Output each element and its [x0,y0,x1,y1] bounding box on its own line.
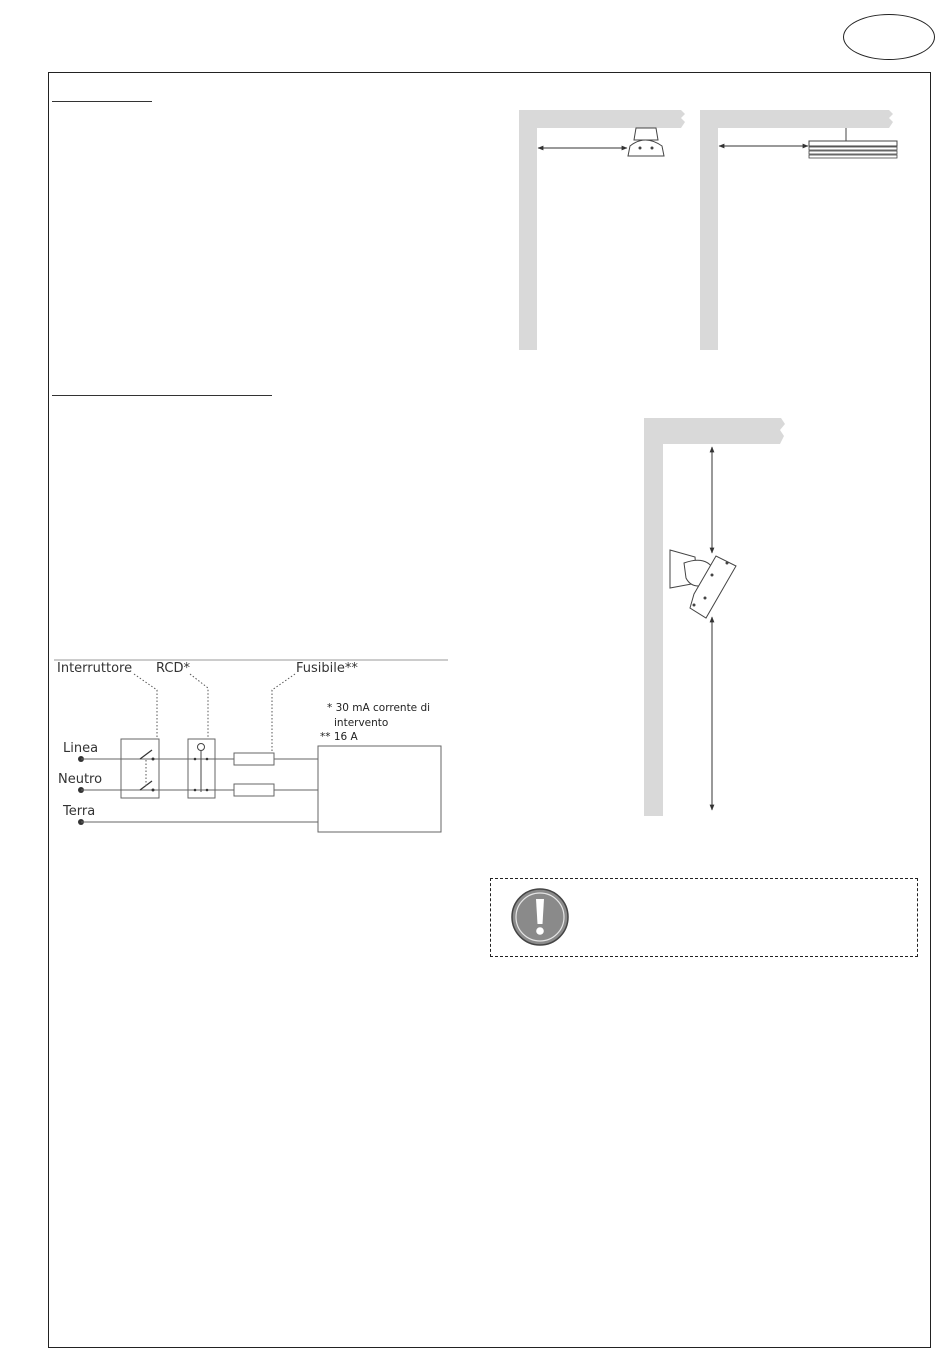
label-interruttore: Interruttore [57,661,133,676]
linear-heater-icon [809,141,897,158]
label-linea: Linea [63,741,99,756]
label-rcd: RCD* [156,661,190,676]
exclamation-warning-icon [509,886,571,948]
note-rcd-line1: * 30 mA corrente di [327,702,431,714]
wiring-diagram [54,660,448,832]
fuse-symbol-2 [234,784,274,796]
ceiling-mount-diagram-spot [519,110,685,350]
label-neutro: Neutro [58,772,103,787]
wall-mount-diagram [644,418,785,816]
note-fuse: ** 16 A [320,731,358,743]
fuse-symbol-1 [234,753,274,765]
wall-heater-icon [670,550,736,618]
ceiling-mount-diagram-linear [700,110,897,350]
ceiling-heater-icon [628,128,664,156]
warning-notice-box [490,878,918,957]
appliance-box [318,746,441,832]
label-fusibile: Fusibile** [296,661,358,676]
note-rcd-line2: intervento [334,717,389,729]
label-terra: Terra [63,804,96,819]
